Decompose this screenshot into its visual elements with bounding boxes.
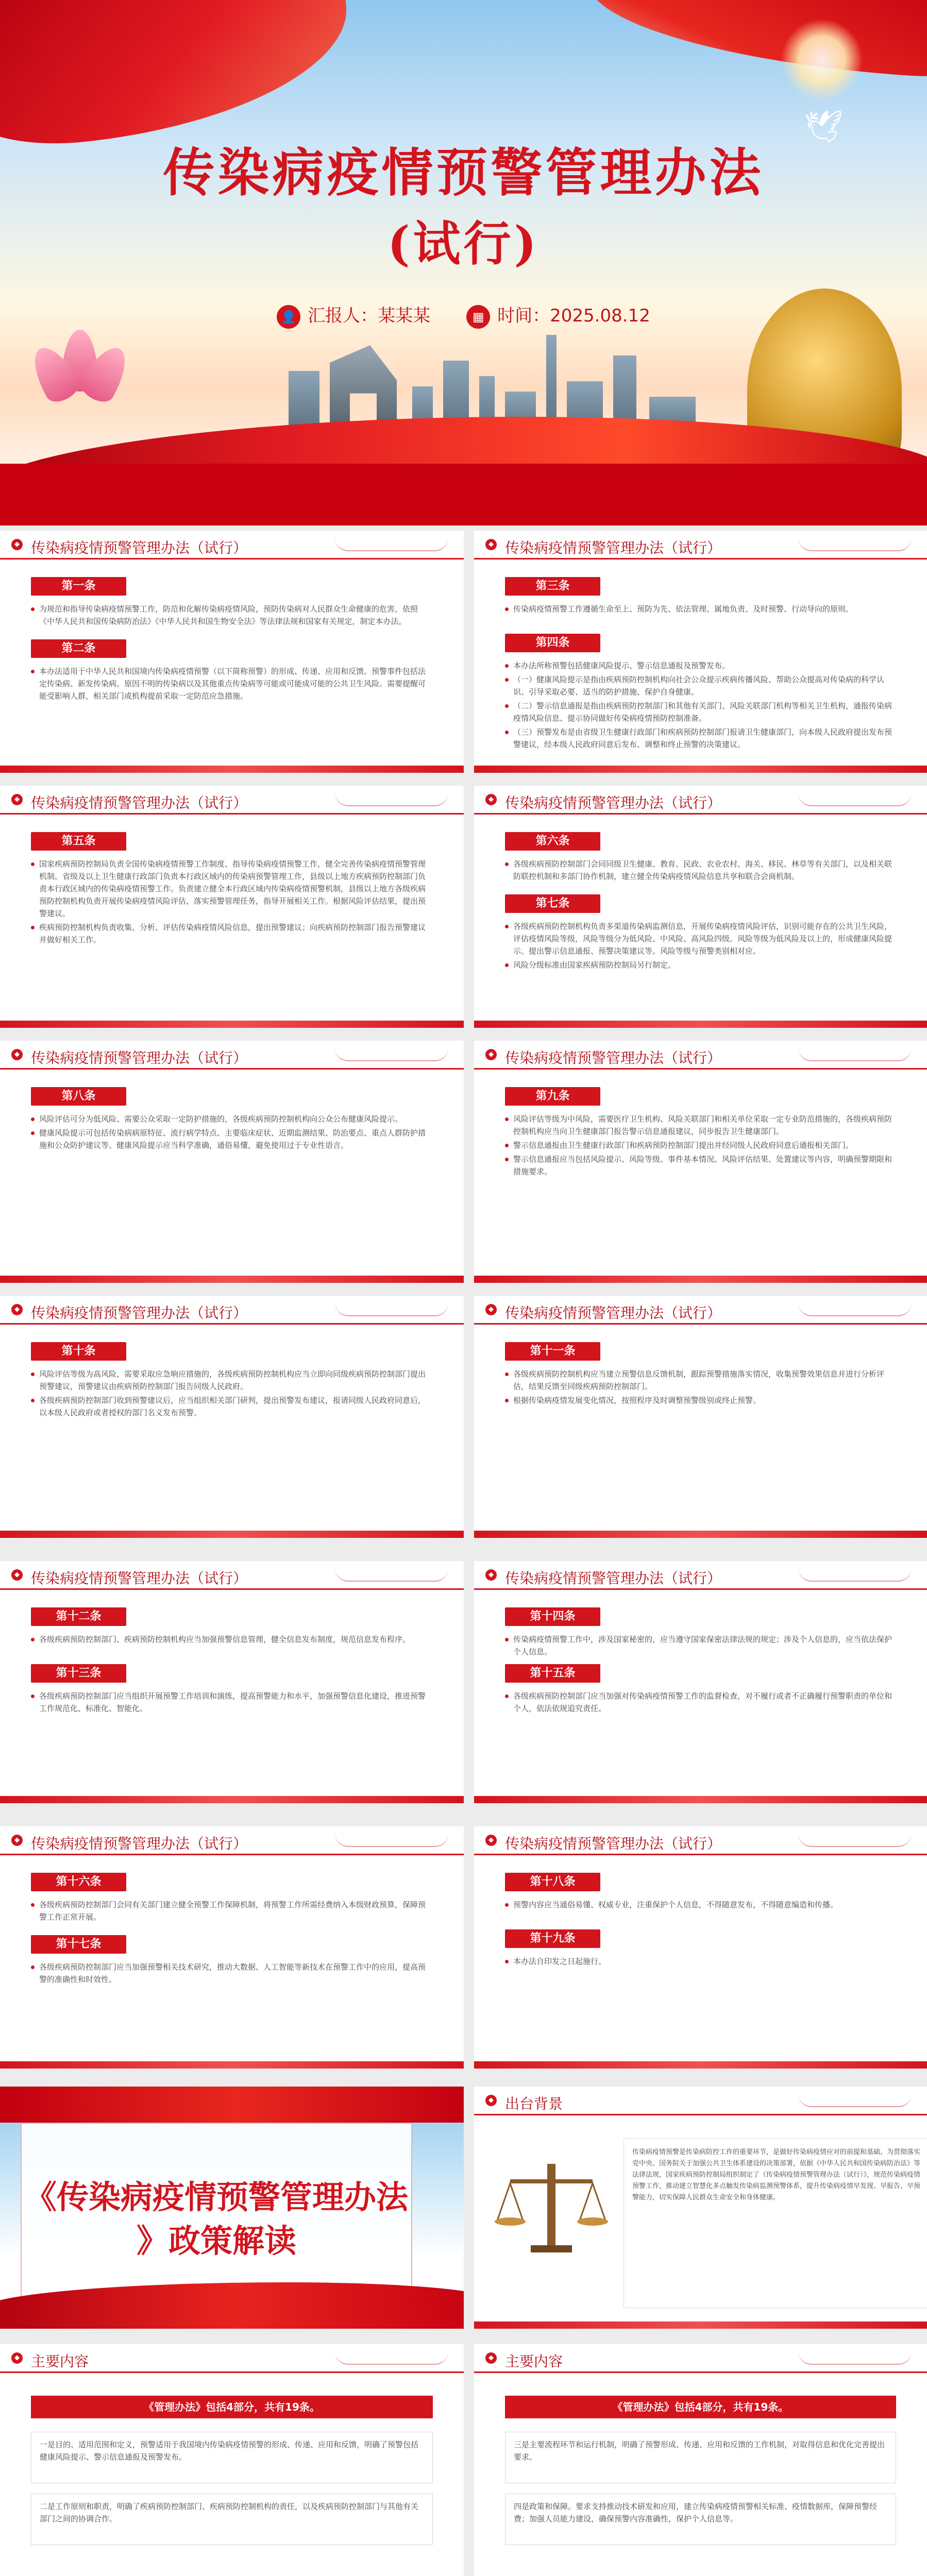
- header-marker-icon: ◆: [11, 1569, 23, 1581]
- bullet-item: （一）健康风险提示是指由疾病预防控制机构向社会公众提示疾病传播风险、帮助公众提高对传染病的科学认识、引导采取必要、适当的防护措施、保护自身健康。: [505, 673, 896, 698]
- article-badge: 第八条: [31, 1087, 126, 1106]
- header-marker-icon: ◆: [485, 1835, 497, 1846]
- article-badge: 第十三条: [31, 1664, 126, 1683]
- bullet-item: 各级疾病预防控制部门应当加强预警相关技术研究，推动大数据、人工智能等新技术在预警工作中的应用，提高预警的准确性和时效性。: [31, 1961, 433, 1986]
- content-box: 二是工作原则和职责，明确了疾病预防控制部门、疾病预防控制机构的责任，以及疾病预防控制部门与其他有关部门之间的协调合作。: [31, 2494, 433, 2545]
- header-marker-icon: ◆: [11, 1049, 23, 1060]
- bullet-item: 各级疾病预防控制机构负责多渠道传染病监测信息，开展传染病疫情风险评估，识别可能存在的公共卫生风险，评估疫情风险等级，风险等级分为低风险、中风险、高风险四级。风险等级为低风险及以上的，形成健康风险提示、提出警示信息通报、预警决策建议等。风险等级与预警类别相对应。: [505, 920, 896, 957]
- article-badge: 第六条: [505, 832, 600, 851]
- slide-heading: 传染病疫情预警管理办法（试行）: [505, 1304, 722, 1321]
- content-banner: 《管理办法》包括4部分，共有19条。: [31, 2396, 433, 2418]
- slide-header: [474, 1296, 927, 1325]
- content-box: 一是目的、适用范围和定义，预警适用于我国境内传染病疫情预警的形成、传递、应用和反馈，明确了预警包括健康风险提示、警示信息通报及预警发布。: [31, 2432, 433, 2483]
- slide-header: [0, 531, 464, 560]
- slide-heading: 主要内容: [505, 2353, 563, 2370]
- article-body: [505, 920, 896, 973]
- bullet-item: 警示信息通报由卫生健康行政部门和疾病预防控制部门提出并经同级人民政府同意后通报相关部门。: [505, 1139, 896, 1151]
- slide-header: [0, 1826, 464, 1855]
- calendar-icon: ▦: [466, 305, 490, 329]
- slide-heading: 传染病疫情预警管理办法（试行）: [31, 1570, 248, 1587]
- slide-header: [474, 1041, 927, 1070]
- bullet-item: 各级疾病预防控制机构应当建立预警信息反馈机制，跟踪预警措施落实情况，收集预警效果信息并进行分析评估，结果反馈至同级疾病预防控制部门。: [505, 1368, 896, 1393]
- article-body: [31, 1633, 433, 1647]
- red-flag-decoration: [0, 2087, 464, 2123]
- bullet-item: 风险评估等级为高风险，需要采取应急响应措施的，各级疾病预防控制机构应当立即向同级疾病预防控制部门提出预警建议，预警建议由疾病预防控制部门报告同级人民政府。: [31, 1368, 433, 1393]
- bullet-item: 各级疾病预防控制部门收到预警建议后，应当组织相关部门研判，提出预警发布建议，报请同级人民政府同意后，以本级人民政府或者授权的部门名义发布预警。: [31, 1394, 433, 1419]
- article-slide: [0, 786, 464, 1028]
- header-ornament: [335, 1303, 448, 1316]
- bullet-item: 传染病疫情预警工作遵循生命至上、预防为先、依法管理、属地负责、及时预警、行动导向的原则。: [505, 603, 896, 615]
- header-marker-icon: ◆: [485, 1569, 497, 1581]
- header-marker-icon: ◆: [485, 2352, 497, 2364]
- header-ornament: [798, 1834, 912, 1847]
- slide-header: [0, 2344, 464, 2373]
- slide-footer: [0, 766, 464, 773]
- slide-header: [0, 1296, 464, 1325]
- article-badge: 第三条: [505, 577, 600, 596]
- slide-footer: [0, 1796, 464, 1803]
- article-body: [31, 1961, 433, 1987]
- slide-heading: 传染病疫情预警管理办法（试行）: [505, 1835, 722, 1852]
- article-badge: 第十一条: [505, 1342, 600, 1361]
- article-body: [505, 1899, 896, 1912]
- header-ornament: [335, 1834, 448, 1847]
- header-ornament: [798, 538, 912, 551]
- slide-heading: 传染病疫情预警管理办法（试行）: [505, 1570, 722, 1587]
- slide-footer: [474, 1021, 927, 1028]
- bullet-item: 预警内容应当通俗易懂、权威专业，注重保护个人信息，不得随意发布，不得随意编造和传播。: [505, 1899, 896, 1911]
- article-body: [505, 1113, 896, 1179]
- article-slide: [0, 1041, 464, 1283]
- scales-of-justice-icon: [490, 2148, 613, 2262]
- background-slide: [474, 2087, 927, 2329]
- slide-heading: 传染病疫情预警管理办法（试行）: [31, 539, 248, 556]
- header-marker-icon: ◆: [11, 1304, 23, 1315]
- article-slide: [0, 531, 464, 773]
- main-content-slide-right: [474, 2344, 927, 2576]
- header-ornament: [798, 1568, 912, 1582]
- slide-footer: [0, 1531, 464, 1538]
- header-marker-icon: ◆: [11, 2352, 23, 2364]
- bullet-item: 各级疾病预防控制部门应当组织开展预警工作培训和演练，提高预警能力和水平，加强预警信息化建设，推进预警工作规范化、标准化、智能化。: [31, 1690, 433, 1715]
- article-body: [505, 1955, 896, 1969]
- header-marker-icon: ◆: [485, 1304, 497, 1315]
- slide-heading: 传染病疫情预警管理办法（试行）: [505, 539, 722, 556]
- bullet-item: 警示信息通报应当包括风险提示、风险等级、事件基本情况、风险评估结果、处置建议等内容，明确预警期限和措施要求。: [505, 1153, 896, 1178]
- header-ornament: [798, 793, 912, 806]
- article-body: [505, 1633, 896, 1659]
- slide-header: [474, 786, 927, 815]
- bullet-item: 风险评估等级为中风险，需要医疗卫生机构、风险关联部门和相关单位采取一定专业防范措施的，各级疾病预防控制机构应当向卫生健康部门报告警示信息通报建议，同步报告卫生健康部门。: [505, 1113, 896, 1138]
- article-slide: [0, 1826, 464, 2069]
- article-slide: [474, 1296, 927, 1538]
- bullet-item: 本办法所称预警包括健康风险提示、警示信息通报及预警发布。: [505, 659, 896, 672]
- slide-heading: 传染病疫情预警管理办法（试行）: [31, 1049, 248, 1066]
- slide-header: [0, 786, 464, 815]
- slide-heading: 出台背景: [505, 2095, 563, 2112]
- time: [466, 301, 650, 329]
- article-slide: [474, 1826, 927, 2069]
- bullet-item: 各级疾病预防控制部门会同同级卫生健康、教育、民政、农业农村、海关、移民、林草等有关部门，以及相关联防联控机制和多部门协作机制，建立健全传染病疫情风险信息共享和联合会商机制。: [505, 858, 896, 883]
- article-badge: 第五条: [31, 832, 126, 851]
- article-slide: [474, 1041, 927, 1283]
- content-box: 三是主要流程环节和运行机制，明确了预警形成、传递、应用和反馈的工作机制，对取得信息和优化完善提出要求。: [505, 2432, 896, 2483]
- header-ornament: [335, 2351, 448, 2365]
- article-body: [31, 665, 433, 704]
- red-flag-decoration-right: [584, 0, 927, 81]
- bullet-item: 传染病疫情预警工作中，涉及国家秘密的，应当遵守国家保密法律法规的规定；涉及个人信息的，应当依法保护个人信息。: [505, 1633, 896, 1658]
- article-body: [505, 858, 896, 884]
- lotus-illustration: [21, 319, 139, 433]
- bullet-item: 根据传染病疫情发展变化情况，按照程序及时调整预警级别或终止预警。: [505, 1394, 896, 1406]
- header-marker-icon: ◆: [11, 1835, 23, 1846]
- article-slide: [0, 1561, 464, 1803]
- bullet-item: 为规范和指导传染病疫情预警工作，防范和化解传染病疫情风险，预防传染病对人民群众生命健康的危害，依照《中华人民共和国传染病防治法》《中华人民共和国生物安全法》等法律法规和国家有关规定，制定本办法。: [31, 603, 433, 628]
- bullet-item: 各级疾病预防控制部门、疾病预防控制机构应当加强预警信息管理，健全信息发布制度，规范信息发布程序。: [31, 1633, 433, 1646]
- header-ornament: [798, 2094, 912, 2107]
- article-slide: [474, 786, 927, 1028]
- article-body: [505, 603, 896, 617]
- bullet-item: 各级疾病预防控制部门应当加强对传染病疫情预警工作的监督检查，对不履行或者不正确履行预警职责的单位和个人，依法依规追究责任。: [505, 1690, 896, 1715]
- bullet-item: （三）预警发布是由省级卫生健康行政部门和疾病预防控制部门报请卫生健康部门，向本级人民政府提出发布预警建议，经本级人民政府同意后发布、调整和终止预警的决策建议。: [505, 726, 896, 751]
- header-marker-icon: ◆: [485, 2095, 497, 2106]
- article-badge: 第四条: [505, 634, 600, 652]
- slide-header: [474, 1561, 927, 1590]
- header-ornament: [798, 1048, 912, 1061]
- bullet-item: 风险分级标准由国家疾病预防控制局另行制定。: [505, 959, 896, 971]
- bullet-item: 各级疾病预防控制部门会同有关部门建立健全预警工作保障机制，将预警工作所需经费纳入本级财政预算，保障预警工作正常开展。: [31, 1899, 433, 1923]
- national-emblem-icon: [781, 19, 863, 101]
- interpretation-title-line2: 》政策解读: [136, 2222, 296, 2260]
- article-body: [31, 603, 433, 629]
- slide-heading: 传染病疫情预警管理办法（试行）: [505, 1049, 722, 1066]
- slide-header: [474, 2087, 927, 2115]
- bullet-item: 疾病预防控制机构负责收集、分析、评估传染病疫情风险信息，提出预警建议；向疾病预防控制部门报告预警建议并做好相关工作。: [31, 921, 433, 946]
- slide-heading: 传染病疫情预警管理办法（试行）: [505, 794, 722, 811]
- slide-footer: [474, 2321, 927, 2329]
- slide-footer: [0, 1021, 464, 1028]
- slide-footer: [0, 2061, 464, 2069]
- slide-footer: [474, 1531, 927, 1538]
- user-icon: 👤: [277, 305, 300, 329]
- cover-subtitle: (试行): [387, 216, 540, 272]
- slide-footer: [0, 1276, 464, 1283]
- time-text: 时间：2025.08.12: [497, 306, 650, 326]
- header-marker-icon: ◆: [485, 1049, 497, 1060]
- article-badge: 第七条: [505, 894, 600, 913]
- article-badge: 第十八条: [505, 1873, 600, 1891]
- article-badge: 第二条: [31, 639, 126, 658]
- slide-footer: [474, 1796, 927, 1803]
- slide-heading: 传染病疫情预警管理办法（试行）: [31, 1304, 248, 1321]
- interpretation-cover-slide: [0, 2087, 464, 2329]
- article-body: [31, 858, 433, 947]
- slide-footer: [474, 2061, 927, 2069]
- slide-footer: [474, 1276, 927, 1283]
- article-badge: 第十七条: [31, 1935, 126, 1954]
- dove-icon: 🕊: [804, 109, 844, 145]
- header-marker-icon: ◆: [485, 539, 497, 550]
- bullet-item: 健康风险提示可包括传染病病原特征、流行病学特点、主要临床症状、近期监测结果、防治要点、重点人群防护措施和公众防护建议等。健康风险提示应当科学准确，通俗易懂，避免使用过于专业性语言。: [31, 1127, 433, 1151]
- header-ornament: [335, 538, 448, 551]
- background-text: 传染病疫情预警是传染病防控工作的重要环节，是做好传染病疫情应对的前提和基础。为贯彻落实党中央、国务院关于加强公共卫生体系建设的决策部署，依据《中华人民共和国传染病防治法》等法律法规，国家疾病预防控制局组织制定了《传染病疫情预警管理办法（试行）》，规范传染病疫情预警工作，推动建立智慧化多点触发传染病监测预警体系，提升传染病疫情早发现、早报告、早预警能力，切实保障人民群众生命安全和身体健康。: [623, 2138, 927, 2308]
- header-ornament: [798, 2351, 912, 2365]
- article-badge: 第一条: [31, 577, 126, 596]
- header-ornament: [335, 1048, 448, 1061]
- article-body: [31, 1368, 433, 1420]
- main-content-slide-left: [0, 2344, 464, 2576]
- bullet-item: （二）警示信息通报是指由疾病预防控制部门和其他有关部门、风险关联部门机构等相关卫生机构，通报传染病疫情风险信息、提示协同做好传染病疫情预防控制准备。: [505, 700, 896, 724]
- header-marker-icon: ◆: [11, 539, 23, 550]
- bullet-item: 本办法自印发之日起施行。: [505, 1955, 896, 1968]
- header-marker-icon: ◆: [11, 794, 23, 805]
- header-ornament: [335, 1568, 448, 1582]
- bullet-item: 本办法适用于中华人民共和国境内传染病疫情预警（以下简称预警）的形成、传递、应用和反馈。预警事件包括法定传染病、新发传染病、原因不明的传染病以及其他重点传染病等可能或可能成可能的公共卫生风险。需要提醒可能受影响人群，相关部门或机构提前采取一定防范应急措施。: [31, 665, 433, 702]
- article-body: [31, 1113, 433, 1153]
- article-badge: 第十二条: [31, 1607, 126, 1626]
- reporter-text: 汇报人：某某某: [308, 306, 431, 326]
- slide-heading: 主要内容: [31, 2353, 89, 2370]
- slide-heading: 传染病疫情预警管理办法（试行）: [31, 794, 248, 811]
- article-badge: 第十九条: [505, 1929, 600, 1948]
- header-ornament: [798, 1303, 912, 1316]
- article-slide: [474, 531, 927, 773]
- reporter: [277, 301, 430, 329]
- article-body: [31, 1899, 433, 1925]
- slide-heading: 传染病疫情预警管理办法（试行）: [31, 1835, 248, 1852]
- article-badge: 第九条: [505, 1087, 600, 1106]
- bullet-item: 国家疾病预防控制局负责全国传染病疫情预警工作制度、指导传染病疫情预警工作，健全完善传染病疫情预警管理机制。省级及以上卫生健康行政部门负责本行政区域内的传染病预警管理工作，县级以上地方疾病预防控制部门负责本行政区域内的传染病疫情预警工作。负责建立健全本行政区域内传染病疫情预警机制，县级以上地方各级疾病预防控制机构负责开展传染病疫情风险评估，落实预警管理任务，指导开展相关工作。根据风险评估结果，提出预警建议。: [31, 858, 433, 920]
- article-body: [505, 659, 896, 752]
- slide-footer: [474, 766, 927, 773]
- article-badge: 第十五条: [505, 1664, 600, 1683]
- article-badge: 第十六条: [31, 1873, 126, 1891]
- article-body: [505, 1368, 896, 1408]
- slide-header: [0, 1041, 464, 1070]
- article-badge: 第十条: [31, 1342, 126, 1361]
- article-slide: [474, 1561, 927, 1803]
- header-ornament: [335, 793, 448, 806]
- interpretation-title: 《传染病疫情预警管理办法: [24, 2178, 408, 2216]
- content-banner: 《管理办法》包括4部分，共有19条。: [505, 2396, 896, 2418]
- article-body: [505, 1690, 896, 1716]
- header-marker-icon: ◆: [485, 794, 497, 805]
- article-slide: [0, 1296, 464, 1538]
- article-badge: 第十四条: [505, 1607, 600, 1626]
- red-base-decoration: [0, 464, 927, 526]
- slide-header: [474, 531, 927, 560]
- slide-header: [474, 1826, 927, 1855]
- article-body: [31, 1690, 433, 1716]
- cover-title: 传染病疫情预警管理办法: [163, 142, 764, 203]
- slide-header: [474, 2344, 927, 2373]
- bullet-item: 风险评估可分为低风险、需要公众采取一定防护措施的，各级疾病预防控制机构向公众公布健康风险提示。: [31, 1113, 433, 1125]
- slide-header: [0, 1561, 464, 1590]
- cover-slide: [0, 0, 927, 526]
- content-box: 四是政策和保障。要求支持推动技术研发和应用，建立传染病疫情预警相关标准、疫情数据库，保障预警经费；加强人员能力建设，确保预警内容准确性，保护个人信息等。: [505, 2494, 896, 2545]
